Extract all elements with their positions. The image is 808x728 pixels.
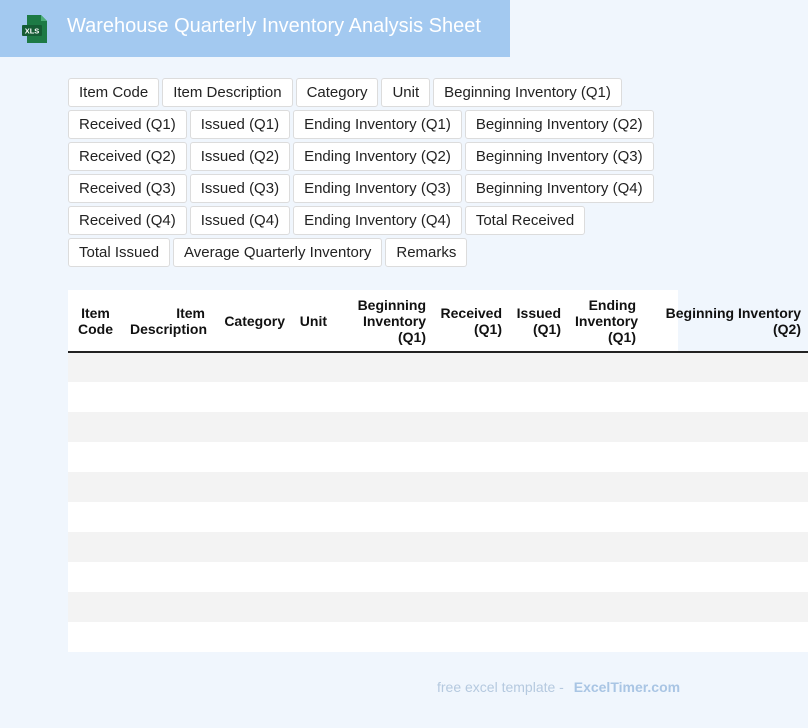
table-cell[interactable] [643, 382, 808, 412]
table-cell[interactable] [292, 502, 334, 532]
field-chip[interactable]: Issued (Q3) [190, 174, 290, 203]
footer-brand-link[interactable]: ExcelTimer.com [573, 679, 681, 695]
table-row [68, 622, 808, 652]
table-cell[interactable] [68, 532, 123, 562]
field-chip[interactable]: Ending Inventory (Q3) [293, 174, 462, 203]
inventory-table-container [68, 290, 801, 652]
table-row [68, 442, 808, 472]
column-header: Category [224, 312, 285, 329]
table-cell[interactable] [433, 622, 509, 652]
table-cell[interactable] [433, 502, 509, 532]
table-cell[interactable] [433, 592, 509, 622]
table-cell[interactable] [334, 412, 433, 442]
table-cell[interactable] [292, 412, 334, 442]
column-header: Issued (Q1) [516, 304, 561, 337]
table-row [68, 562, 808, 592]
table-cell[interactable] [292, 562, 334, 592]
table-cell[interactable] [509, 562, 568, 592]
table-cell[interactable] [212, 382, 292, 412]
table-cell[interactable] [68, 562, 123, 592]
table-cell[interactable] [123, 352, 212, 382]
table-cell[interactable] [68, 622, 123, 652]
field-chip[interactable]: Received (Q3) [68, 174, 187, 203]
field-chip[interactable]: Category [296, 78, 379, 107]
header-banner [0, 0, 510, 57]
table-cell[interactable] [568, 532, 643, 562]
table-cell[interactable] [292, 442, 334, 472]
table-cell[interactable] [568, 562, 643, 592]
table-header-row [68, 290, 808, 352]
table-cell[interactable] [68, 382, 123, 412]
table-cell[interactable] [568, 352, 643, 382]
field-chip[interactable]: Total Received [465, 206, 585, 235]
table-cell[interactable] [509, 352, 568, 382]
column-header: Received (Q1) [440, 304, 502, 337]
table-cell[interactable] [212, 592, 292, 622]
table-cell[interactable] [509, 382, 568, 412]
table-cell[interactable] [292, 382, 334, 412]
table-cell[interactable] [334, 532, 433, 562]
table-cell[interactable] [212, 472, 292, 502]
page-title: Warehouse Quarterly Inventory Analysis Sheet [67, 15, 481, 37]
table-cell[interactable] [568, 412, 643, 442]
field-chip[interactable]: Total Issued [68, 238, 170, 267]
table-cell[interactable] [433, 532, 509, 562]
column-header: Item Description [130, 304, 208, 337]
table-cell[interactable] [433, 562, 509, 592]
table-cell[interactable] [212, 622, 292, 652]
table-cell[interactable] [568, 622, 643, 652]
table-cell[interactable] [334, 592, 433, 622]
table-cell[interactable] [68, 412, 123, 442]
table-cell[interactable] [643, 442, 808, 472]
column-header: Ending Inventory (Q1) [575, 296, 639, 345]
table-cell[interactable] [292, 352, 334, 382]
table-body [68, 352, 808, 652]
table-cell[interactable] [212, 412, 292, 442]
table-cell[interactable] [123, 592, 212, 622]
table-row [68, 502, 808, 532]
table-cell[interactable] [212, 442, 292, 472]
field-chip[interactable]: Beginning Inventory (Q1) [433, 78, 622, 107]
field-chip[interactable]: Received (Q1) [68, 110, 187, 139]
table-cell[interactable] [643, 532, 808, 562]
table-cell[interactable] [334, 352, 433, 382]
field-chip[interactable]: Received (Q2) [68, 142, 187, 171]
excel-file-icon [20, 14, 50, 44]
table-cell[interactable] [68, 502, 123, 532]
table-cell[interactable] [643, 472, 808, 502]
field-chip[interactable]: Issued (Q1) [190, 110, 290, 139]
table-cell[interactable] [433, 412, 509, 442]
field-chip[interactable]: Received (Q4) [68, 206, 187, 235]
table-cell[interactable] [509, 502, 568, 532]
table-cell[interactable] [123, 472, 212, 502]
column-header: Beginning Inventory (Q1) [357, 296, 426, 345]
inventory-table [68, 290, 808, 652]
table-cell[interactable] [123, 442, 212, 472]
xls-icon-label: XLS [24, 26, 40, 36]
field-chip[interactable]: Beginning Inventory (Q4) [465, 174, 654, 203]
field-chip[interactable]: Beginning Inventory (Q2) [465, 110, 654, 139]
column-header: Item Code [78, 304, 113, 337]
table-cell[interactable] [568, 502, 643, 532]
table-cell[interactable] [123, 382, 212, 412]
table-cell[interactable] [123, 562, 212, 592]
field-chip[interactable]: Ending Inventory (Q1) [293, 110, 462, 139]
field-chip[interactable]: Ending Inventory (Q4) [293, 206, 462, 235]
column-header: Unit [299, 312, 327, 329]
table-cell[interactable] [68, 352, 123, 382]
table-cell[interactable] [68, 472, 123, 502]
table-cell[interactable] [68, 592, 123, 622]
table-cell[interactable] [509, 442, 568, 472]
table-cell[interactable] [643, 412, 808, 442]
table-cell[interactable] [334, 472, 433, 502]
field-chip[interactable]: Ending Inventory (Q2) [293, 142, 462, 171]
table-row [68, 532, 808, 562]
table-row [68, 472, 808, 502]
field-chip[interactable]: Issued (Q4) [190, 206, 290, 235]
table-cell[interactable] [509, 592, 568, 622]
table-cell[interactable] [212, 562, 292, 592]
table-cell[interactable] [334, 382, 433, 412]
table-row [68, 352, 808, 382]
table-row [68, 412, 808, 442]
table-cell[interactable] [643, 502, 808, 532]
table-cell[interactable] [212, 532, 292, 562]
table-cell[interactable] [509, 472, 568, 502]
field-chip[interactable]: Unit [381, 78, 430, 107]
field-chip-list [68, 78, 682, 267]
table-cell[interactable] [123, 502, 212, 532]
table-cell[interactable] [123, 532, 212, 562]
table-cell[interactable] [433, 382, 509, 412]
field-chip[interactable]: Item Code [68, 78, 159, 107]
table-cell[interactable] [568, 442, 643, 472]
table-cell[interactable] [123, 412, 212, 442]
table-cell[interactable] [509, 622, 568, 652]
table-row [68, 382, 808, 412]
field-chip[interactable]: Remarks [385, 238, 467, 267]
table-cell[interactable] [292, 622, 334, 652]
table-cell[interactable] [292, 472, 334, 502]
footer-free-text: free excel template - [437, 679, 564, 695]
table-cell[interactable] [334, 622, 433, 652]
field-chip[interactable]: Issued (Q2) [190, 142, 290, 171]
table-cell[interactable] [509, 412, 568, 442]
table-cell[interactable] [334, 562, 433, 592]
table-cell[interactable] [509, 532, 568, 562]
table-cell[interactable] [643, 352, 808, 382]
table-cell[interactable] [334, 442, 433, 472]
table-cell[interactable] [433, 352, 509, 382]
field-chip[interactable]: Beginning Inventory (Q3) [465, 142, 654, 171]
table-cell[interactable] [433, 472, 509, 502]
table-row [68, 592, 808, 622]
table-cell[interactable] [212, 502, 292, 532]
field-chip[interactable]: Average Quarterly Inventory [173, 238, 382, 267]
table-cell[interactable] [568, 592, 643, 622]
table-cell[interactable] [123, 622, 212, 652]
table-cell[interactable] [68, 442, 123, 472]
table-cell[interactable] [643, 562, 808, 592]
field-chip[interactable]: Item Description [162, 78, 292, 107]
table-cell[interactable] [334, 502, 433, 532]
table-cell[interactable] [433, 442, 509, 472]
footer-credit [437, 679, 680, 695]
table-cell[interactable] [568, 472, 643, 502]
table-cell[interactable] [568, 382, 643, 412]
table-cell[interactable] [212, 352, 292, 382]
table-cell[interactable] [643, 592, 808, 622]
table-cell[interactable] [643, 622, 808, 652]
table-cell[interactable] [292, 532, 334, 562]
column-header: Beginning Inventory (Q2) [665, 304, 801, 337]
table-cell[interactable] [292, 592, 334, 622]
